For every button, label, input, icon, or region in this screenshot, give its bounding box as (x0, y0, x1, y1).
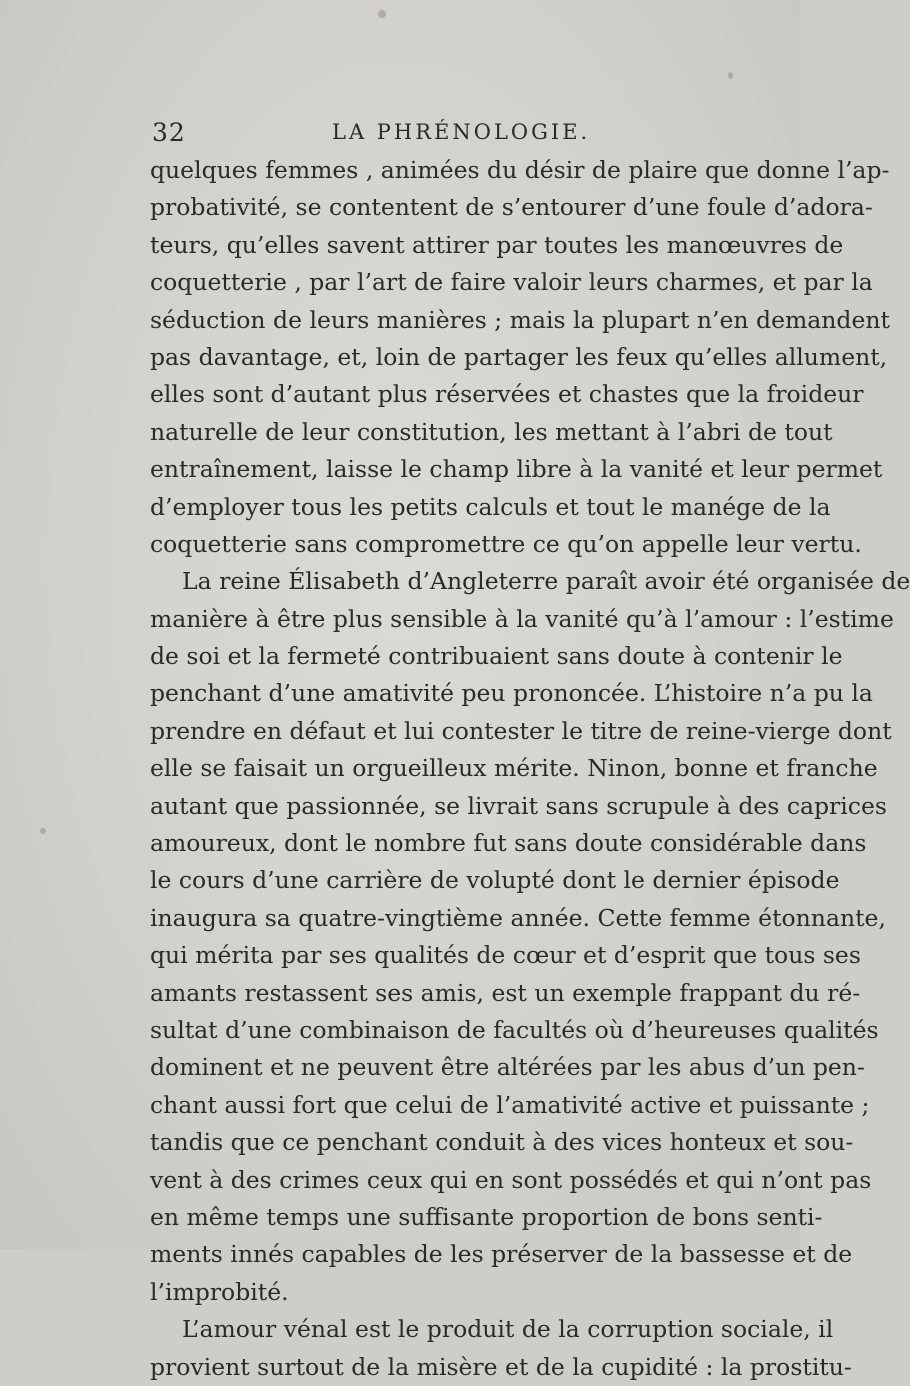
text-line: elle se faisait un orgueilleux mérite. Ninon, bonne et franche (150, 754, 878, 783)
page-number: 32 (152, 118, 186, 147)
text-line: coquetterie sans compromettre ce qu’on appelle leur vertu. (150, 529, 862, 558)
text-line: entraînement, laisse le champ libre à la vanité et leur permet (150, 455, 883, 484)
body-text (150, 152, 910, 1386)
text-line: quelques femmes , animées du désir de plaire que donne l’ap- (150, 156, 890, 184)
text-line: provient surtout de la misère et de la cupidité : la prostitu- (150, 1352, 852, 1381)
paper-speck (378, 10, 386, 18)
paper-speck (40, 828, 46, 834)
text-line: chant aussi fort que celui de l’amativité active et puissante ; (150, 1090, 870, 1119)
text-line: tandis que ce penchant conduit à des vices honteux et sou- (150, 1128, 854, 1157)
text-line: qui mérita par ses qualités de cœur et d’esprit que tous ses (150, 941, 861, 970)
text-line: coquetterie , par l’art de faire valoir leurs charmes, et par la (150, 268, 873, 297)
text-line: prendre en défaut et lui contester le titre de reine-vierge dont (150, 716, 892, 745)
text-line: ments innés capables de les préserver de la bassesse et de (150, 1240, 853, 1269)
running-header (152, 118, 682, 152)
text-line: amoureux, dont le nombre fut sans doute considérable dans (150, 829, 867, 858)
paper-speck (728, 72, 733, 79)
text-line: l’improbité. (150, 1277, 289, 1306)
text-line: manière à être plus sensible à la vanité qu’à l’amour : l’estime (150, 604, 894, 633)
text-line: pas davantage, et, loin de partager les feux qu’elles allument, (150, 342, 888, 371)
text-line: vent à des crimes ceux qui en sont possédés et qui n’ont pas (150, 1165, 872, 1194)
running-title: LA PHRÉNOLOGIE. (332, 120, 591, 144)
text-line: teurs, qu’elles savent attirer par toutes les manœuvres de (150, 230, 844, 259)
text-line: inaugura sa quatre-vingtième année. Cette femme étonnante, (150, 903, 886, 932)
text-line: La reine Élisabeth d’Angleterre paraît avoir été organisée de (182, 567, 910, 596)
text-line: d’employer tous les petits calculs et tout le manége de la (150, 492, 831, 521)
text-line: en même temps une suffisante proportion de bons senti- (150, 1202, 823, 1231)
text-line: séduction de leurs manières ; mais la plupart n’en demandent (150, 305, 890, 334)
text-line: dominent et ne peuvent être altérées par les abus d’un pen- (150, 1053, 865, 1082)
text-line: L’amour vénal est le produit de la corruption sociale, il (182, 1315, 834, 1344)
text-line: sultat d’une combinaison de facultés où d’heureuses qualités (150, 1015, 879, 1044)
text-line: autant que passionnée, se livrait sans scrupule à des caprices (150, 791, 887, 820)
text-line: le cours d’une carrière de volupté dont le dernier épisode (150, 866, 840, 895)
text-line: naturelle de leur constitution, les mettant à l’abri de tout (150, 417, 833, 446)
text-line: elles sont d’autant plus réservées et chastes que la froideur (150, 380, 864, 409)
text-line: probativité, se contentent de s’entourer d’une foule d’adora- (150, 193, 873, 222)
text-line: amants restassent ses amis, est un exemple frappant du ré- (150, 978, 861, 1007)
text-line: de soi et la fermeté contribuaient sans doute à contenir le (150, 642, 843, 671)
text-line: penchant d’une amativité peu prononcée. L’histoire n’a pu la (150, 679, 873, 708)
